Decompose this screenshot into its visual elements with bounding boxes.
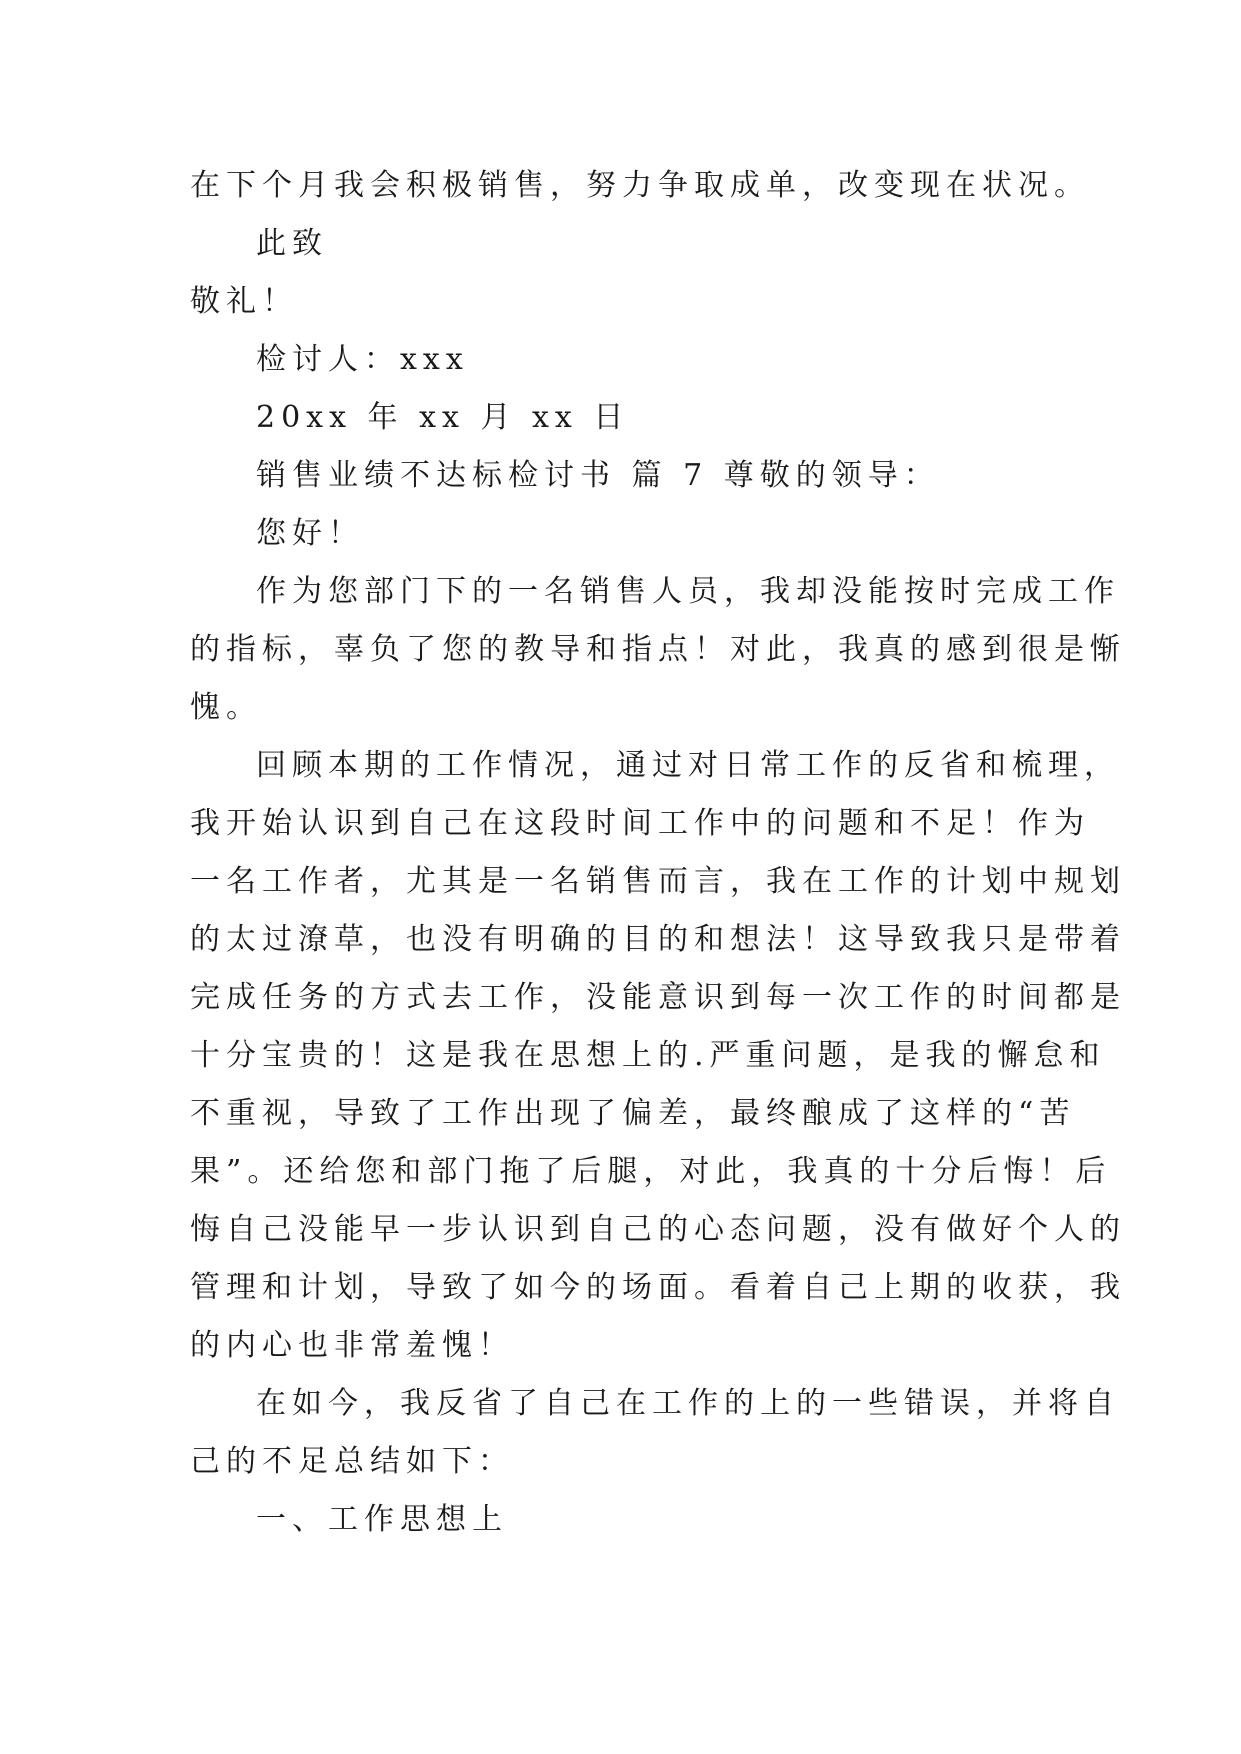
paragraph-line: 果”。还给您和部门拖了后腿，对此，我真的十分后悔！后 (190, 1154, 1112, 1189)
salutation-line: 敬礼！ (190, 284, 298, 319)
paragraph-line: 回顾本期的工作情况，通过对日常工作的反省和梳理， (256, 748, 1120, 783)
paragraph-line: 的内心也非常羞愧！ (190, 1328, 514, 1363)
paragraph-line: 十分宝贵的！这是我在思想上的.严重问题，是我的懈怠和 (190, 1038, 1106, 1073)
section-heading: 销售业绩不达标检讨书 篇 7 尊敬的领导： (256, 458, 940, 493)
paragraph-line: 管理和计划，导致了如今的场面。看着自己上期的收获，我 (190, 1270, 1126, 1305)
paragraph-line: 愧。 (190, 690, 262, 725)
paragraph-line: 己的不足总结如下： (190, 1444, 514, 1479)
greeting-line: 您好！ (256, 516, 364, 551)
paragraph-line: 在下个月我会积极销售，努力争取成单，改变现在状况。 (190, 168, 1090, 203)
signature-name: 检讨人：xxx (256, 342, 469, 377)
paragraph-line: 完成任务的方式去工作，没能意识到每一次工作的时间都是 (190, 980, 1126, 1015)
signature-date: 20xx 年 xx 月 xx 日 (256, 400, 630, 435)
list-heading: 一、工作思想上 (256, 1502, 508, 1537)
paragraph-line: 悔自己没能早一步认识到自己的心态问题，没有做好个人的 (190, 1212, 1126, 1247)
paragraph-line: 一名工作者，尤其是一名销售而言，我在工作的计划中规划 (190, 864, 1126, 899)
paragraph-line: 作为您部门下的一名销售人员，我却没能按时完成工作 (256, 574, 1120, 609)
paragraph-line: 在如今，我反省了自己在工作的上的一些错误，并将自 (256, 1386, 1120, 1421)
paragraph-line: 的指标，辜负了您的教导和指点！对此，我真的感到很是惭 (190, 632, 1126, 667)
paragraph-line: 我开始认识到自己在这段时间工作中的问题和不足！作为 (190, 806, 1090, 841)
paragraph-line: 的太过潦草，也没有明确的目的和想法！这导致我只是带着 (190, 922, 1126, 957)
paragraph-line: 不重视，导致了工作出现了偏差，最终酿成了这样的“苦 (190, 1096, 1076, 1131)
salutation-line: 此致 (256, 226, 328, 261)
